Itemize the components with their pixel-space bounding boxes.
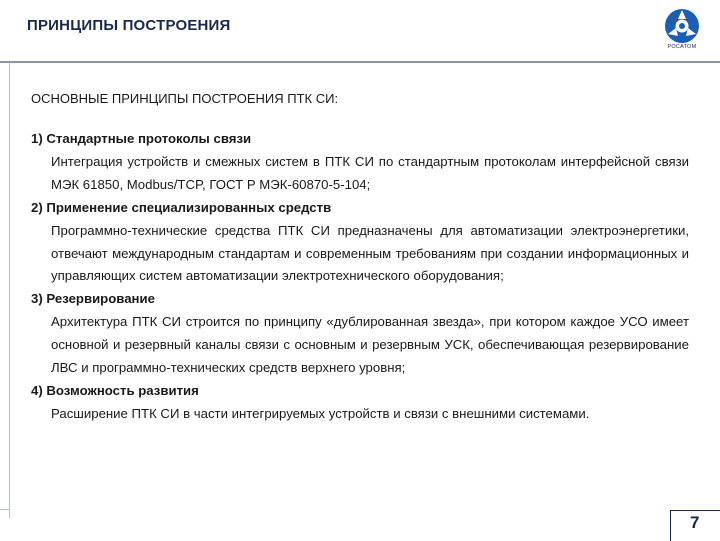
rosatom-logo bbox=[656, 6, 708, 58]
header-divider bbox=[0, 61, 720, 63]
principle-item bbox=[31, 128, 689, 197]
principles-list bbox=[31, 128, 689, 426]
principle-item bbox=[31, 380, 689, 426]
left-divider bbox=[9, 63, 10, 518]
principle-item bbox=[31, 197, 689, 289]
section-subtitle: ОСНОВНЫЕ ПРИНЦИПЫ ПОСТРОЕНИЯ ПТК СИ: bbox=[31, 91, 339, 106]
footer-corner-line bbox=[0, 509, 10, 541]
principle-heading: 4) Возможность развития bbox=[31, 382, 199, 398]
principle-heading: 3) Резервирование bbox=[31, 291, 155, 307]
principle-heading: 1) Стандартные протоколы связи bbox=[31, 131, 252, 146]
principle-heading: 2) Применение специализированных средств bbox=[31, 199, 332, 215]
principle-body: Программно-технические средства ПТК СИ предназначены для автоматизации электроэнергетики, отвечают международным стандартам и современным требованиям при создании информационных и управляющих систем автоматизации электротехнического оборудования; bbox=[51, 222, 689, 284]
principle-body: Интеграция устройств и смежных систем в ПТК СИ по стандартным протоколам интерфейсной связи МЭК 61850, Modbus/TCP, ГОСТ Р МЭК-60870-5-104; bbox=[51, 153, 689, 192]
page-number: 7 bbox=[690, 513, 700, 532]
principle-item bbox=[31, 288, 689, 380]
slide-title: ПРИНЦИПЫ ПОСТРОЕНИЯ bbox=[27, 17, 231, 34]
logo-text: РОСАТОМ bbox=[667, 44, 697, 50]
principle-body: Архитектура ПТК СИ строится по принципу «дублированная звезда», при котором каждое УСО имеет основной и резервный каналы связи с основным и резервным УСК, обеспечивающая резервирование ЛВС и программно-технических средств верхнего уровня; bbox=[51, 314, 689, 376]
principle-body: Расширение ПТК СИ в части интегрируемых устройств и связи с внешними системами. bbox=[51, 405, 590, 421]
